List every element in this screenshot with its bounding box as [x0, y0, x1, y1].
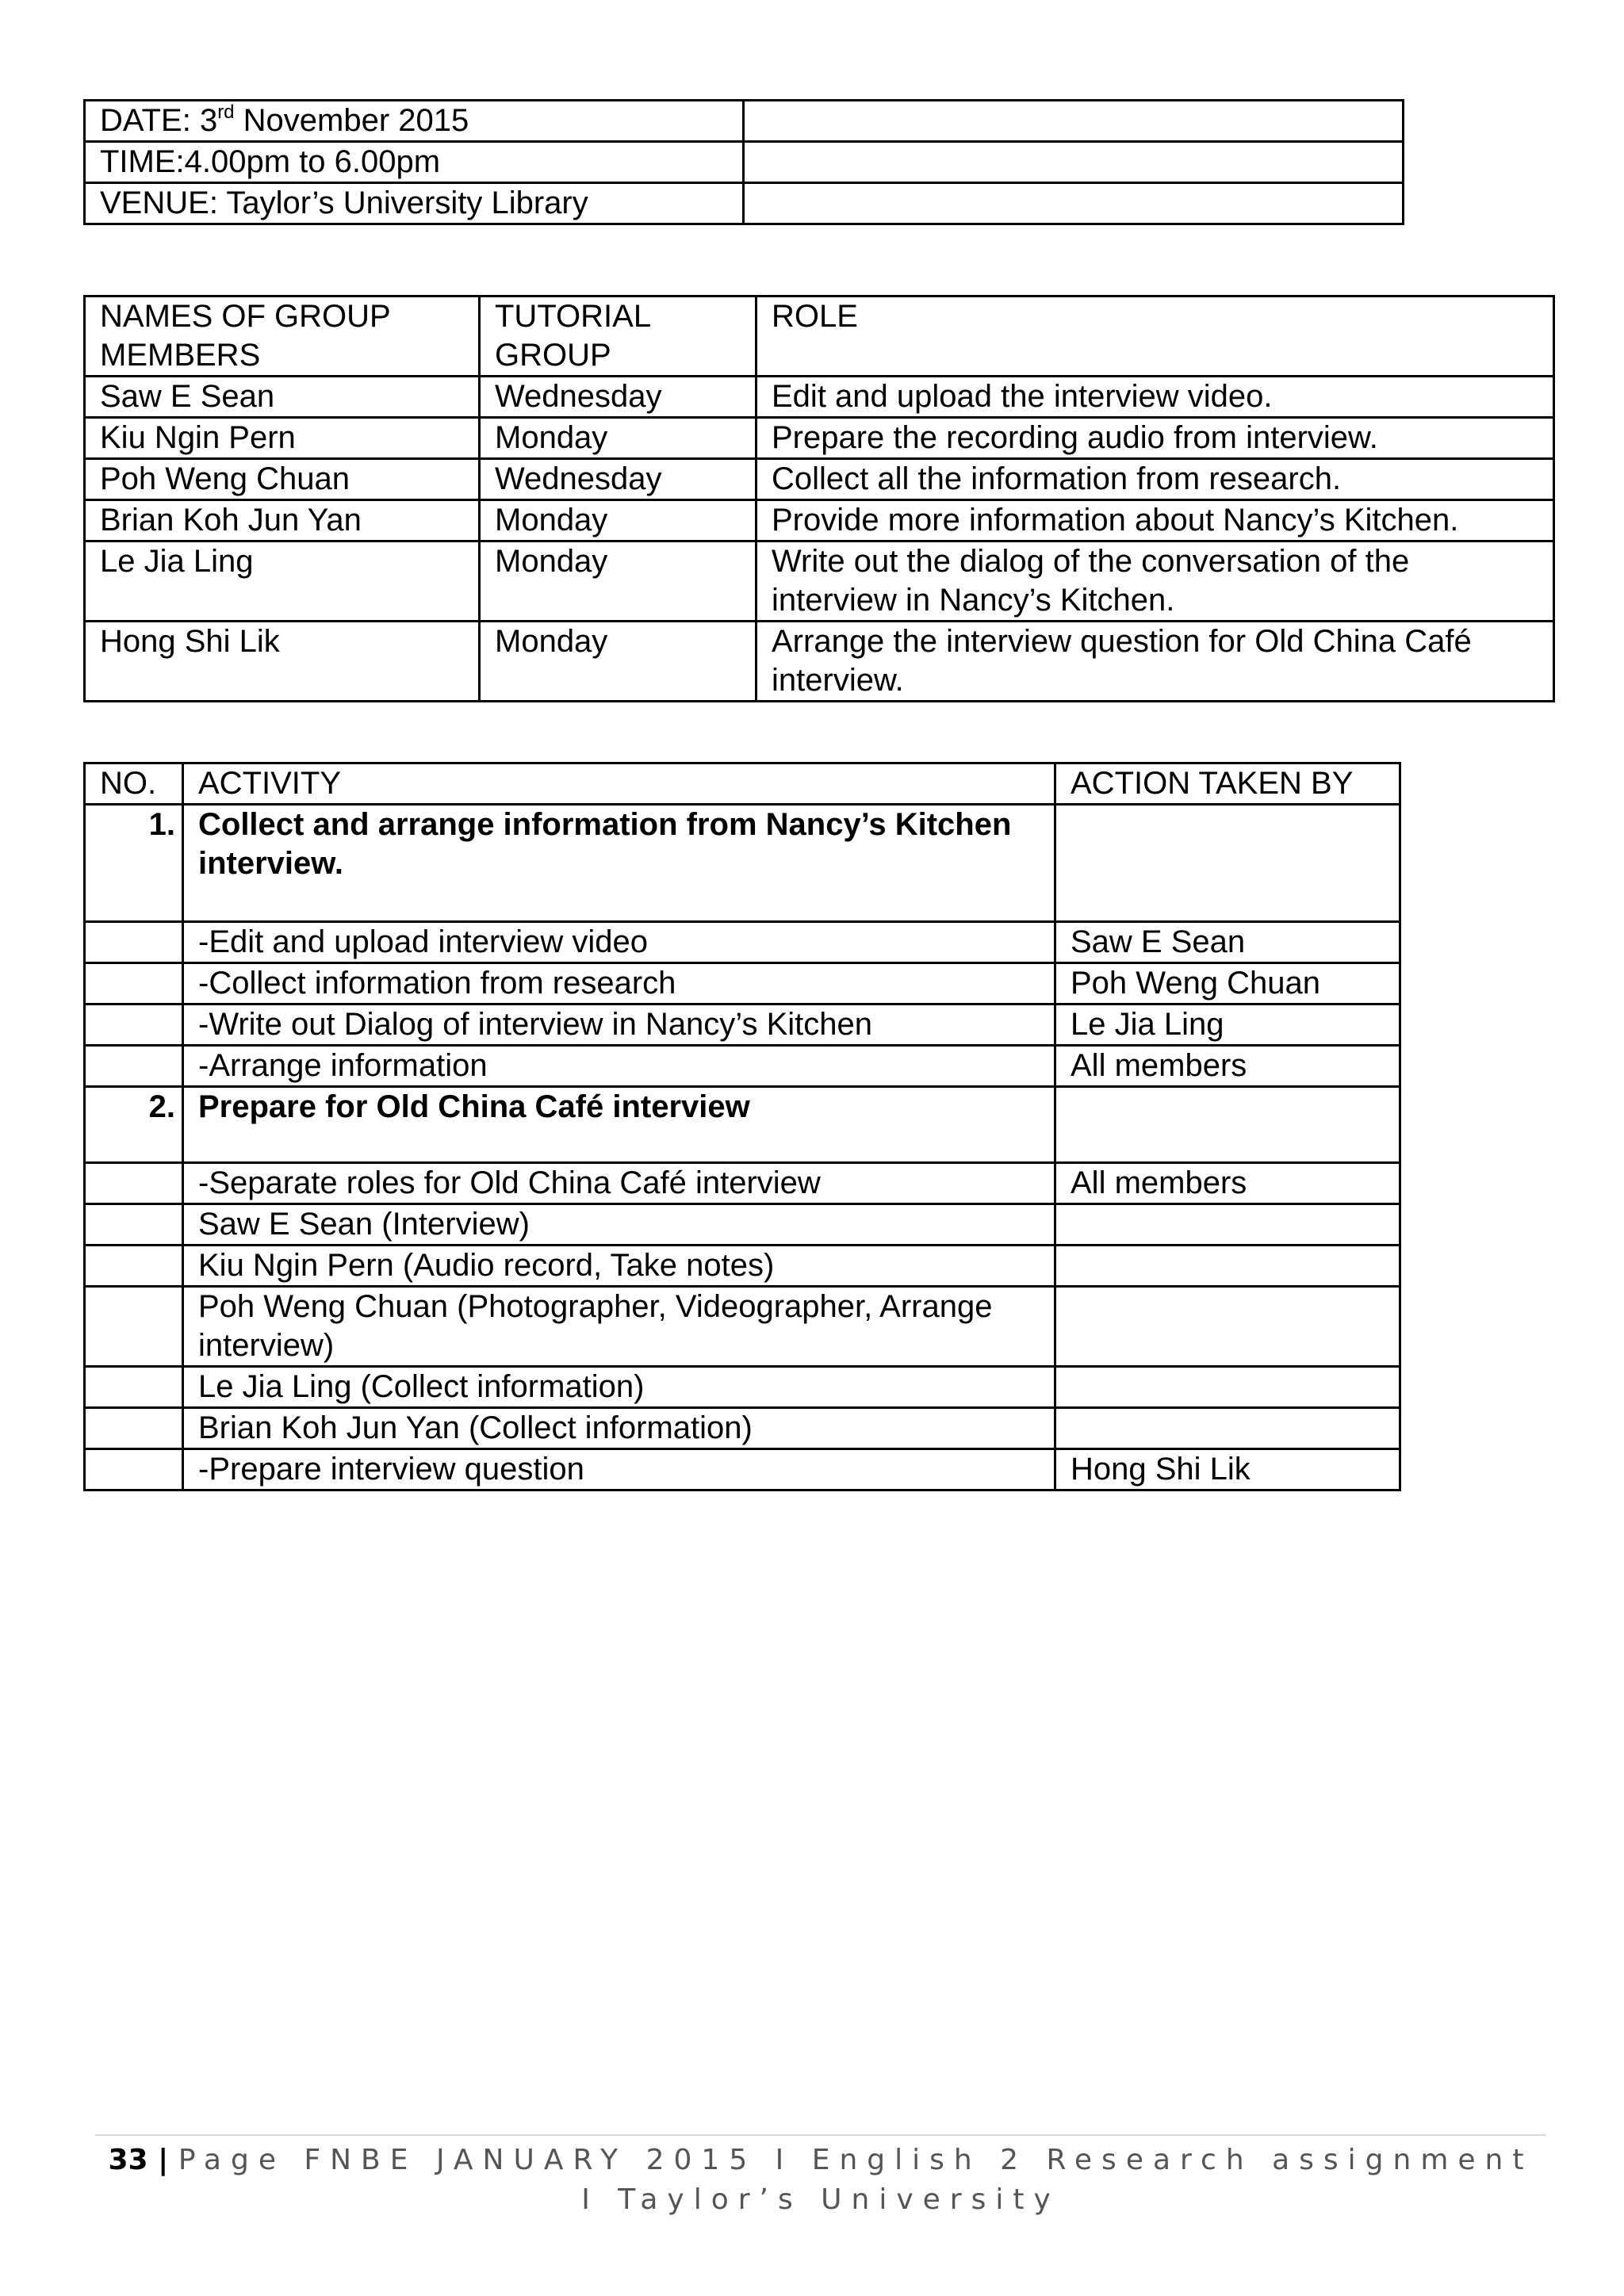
- member-tutorial: Monday: [480, 500, 756, 541]
- activity-row: [85, 1287, 1400, 1367]
- member-tutorial: Monday: [480, 622, 756, 702]
- activity-title: Prepare for Old China Café interview: [183, 1087, 1055, 1163]
- member-role: Arrange the interview question for Old China Café interview.: [756, 622, 1554, 702]
- activity-owner: [1055, 1408, 1400, 1449]
- group-members-table: [83, 295, 1555, 702]
- activity-owner: [1055, 805, 1400, 922]
- activity-number: [85, 1046, 183, 1087]
- member-tutorial: Wednesday: [480, 377, 756, 418]
- member-name: Saw E Sean: [85, 377, 480, 418]
- activity-row: [85, 1046, 1400, 1087]
- date-row: [85, 101, 1404, 142]
- activities-table: [83, 762, 1401, 1491]
- activity-number: [85, 1204, 183, 1246]
- activity-owner: [1055, 1087, 1400, 1163]
- date-cell: [85, 101, 744, 142]
- activity-section-row: [85, 805, 1400, 922]
- activity-text: -Arrange information: [183, 1046, 1055, 1087]
- date-blank-cell: [744, 101, 1404, 142]
- activity-text: -Write out Dialog of interview in Nancy’s Kitchen: [183, 1004, 1055, 1046]
- activity-text: -Collect information from research: [183, 963, 1055, 1004]
- activity-number: [85, 963, 183, 1004]
- activity-number: [85, 1287, 183, 1367]
- date-label: DATE: 3: [100, 103, 218, 138]
- member-row: [85, 622, 1554, 702]
- page-number: 33: [108, 2144, 148, 2176]
- member-row: [85, 500, 1554, 541]
- activity-row: [85, 1163, 1400, 1204]
- activity-title: Collect and arrange information from Nancy’s Kitchen interview.: [183, 805, 1055, 922]
- activity-number: [85, 922, 183, 963]
- footer-line-2: I Taylor’s University: [581, 2183, 1060, 2216]
- member-name: Kiu Ngin Pern: [85, 418, 480, 459]
- activity-row: [85, 1204, 1400, 1246]
- member-role: Prepare the recording audio from interview.: [756, 418, 1554, 459]
- time-cell: TIME:4.00pm to 6.00pm: [85, 142, 744, 183]
- activity-owner: Saw E Sean: [1055, 922, 1400, 963]
- header-action-taken-by: ACTION TAKEN BY: [1055, 763, 1400, 805]
- member-name: Hong Shi Lik: [85, 622, 480, 702]
- member-name: Brian Koh Jun Yan: [85, 500, 480, 541]
- activity-owner: Hong Shi Lik: [1055, 1449, 1400, 1490]
- activity-row: [85, 963, 1400, 1004]
- member-row: [85, 418, 1554, 459]
- member-role: Collect all the information from research.: [756, 459, 1554, 500]
- activity-row: [85, 922, 1400, 963]
- activity-number: 2.: [85, 1087, 183, 1163]
- member-tutorial: Monday: [480, 418, 756, 459]
- header-role: ROLE: [756, 297, 1554, 377]
- header-activity: ACTIVITY: [183, 763, 1055, 805]
- page-footer: [95, 2141, 1546, 2220]
- activity-text: -Edit and upload interview video: [183, 922, 1055, 963]
- footer-line-1: Page FNBE JANUARY 2015 I English 2 Research assignment: [178, 2144, 1534, 2176]
- activity-owner: [1055, 1367, 1400, 1408]
- member-role: Edit and upload the interview video.: [756, 377, 1554, 418]
- activity-owner: [1055, 1287, 1400, 1367]
- member-name: Le Jia Ling: [85, 541, 480, 622]
- activity-text: Le Jia Ling (Collect information): [183, 1367, 1055, 1408]
- venue-row: [85, 183, 1404, 224]
- member-row: [85, 459, 1554, 500]
- activity-row: [85, 1408, 1400, 1449]
- time-blank-cell: [744, 142, 1404, 183]
- activity-number: [85, 1367, 183, 1408]
- members-header-row: [85, 297, 1554, 377]
- member-tutorial: Monday: [480, 541, 756, 622]
- date-superscript: rd: [217, 101, 235, 123]
- activity-text: Brian Koh Jun Yan (Collect information): [183, 1408, 1055, 1449]
- member-name: Poh Weng Chuan: [85, 459, 480, 500]
- activity-number: [85, 1449, 183, 1490]
- activity-text: Kiu Ngin Pern (Audio record, Take notes): [183, 1246, 1055, 1287]
- member-row: [85, 541, 1554, 622]
- venue-blank-cell: [744, 183, 1404, 224]
- footer-divider: [95, 2134, 1546, 2136]
- activity-number: 1.: [85, 805, 183, 922]
- activity-text: -Prepare interview question: [183, 1449, 1055, 1490]
- header-tutorial-group: TUTORIAL GROUP: [480, 297, 756, 377]
- activity-owner: All members: [1055, 1163, 1400, 1204]
- activity-section-row: [85, 1087, 1400, 1163]
- activity-owner: Poh Weng Chuan: [1055, 963, 1400, 1004]
- activity-row: [85, 1449, 1400, 1490]
- activity-text: -Separate roles for Old China Café interview: [183, 1163, 1055, 1204]
- member-row: [85, 377, 1554, 418]
- activity-number: [85, 1246, 183, 1287]
- activity-row: [85, 1367, 1400, 1408]
- activity-number: [85, 1163, 183, 1204]
- activity-number: [85, 1004, 183, 1046]
- member-role: Provide more information about Nancy’s Kitchen.: [756, 500, 1554, 541]
- footer-separator: |: [147, 2144, 178, 2176]
- activity-text: Saw E Sean (Interview): [183, 1204, 1055, 1246]
- activities-header-row: [85, 763, 1400, 805]
- activity-row: [85, 1004, 1400, 1046]
- activity-text: Poh Weng Chuan (Photographer, Videographer, Arrange interview): [183, 1287, 1055, 1367]
- venue-cell: VENUE: Taylor’s University Library: [85, 183, 744, 224]
- activity-owner: [1055, 1246, 1400, 1287]
- member-role: Write out the dialog of the conversation of the interview in Nancy’s Kitchen.: [756, 541, 1554, 622]
- activity-row: [85, 1246, 1400, 1287]
- header-names: NAMES OF GROUP MEMBERS: [85, 297, 480, 377]
- activity-number: [85, 1408, 183, 1449]
- header-no: NO.: [85, 763, 183, 805]
- activity-owner: All members: [1055, 1046, 1400, 1087]
- activity-owner: [1055, 1204, 1400, 1246]
- member-tutorial: Wednesday: [480, 459, 756, 500]
- meeting-info-table: [83, 99, 1404, 225]
- date-value: November 2015: [234, 103, 469, 138]
- activity-owner: Le Jia Ling: [1055, 1004, 1400, 1046]
- time-row: [85, 142, 1404, 183]
